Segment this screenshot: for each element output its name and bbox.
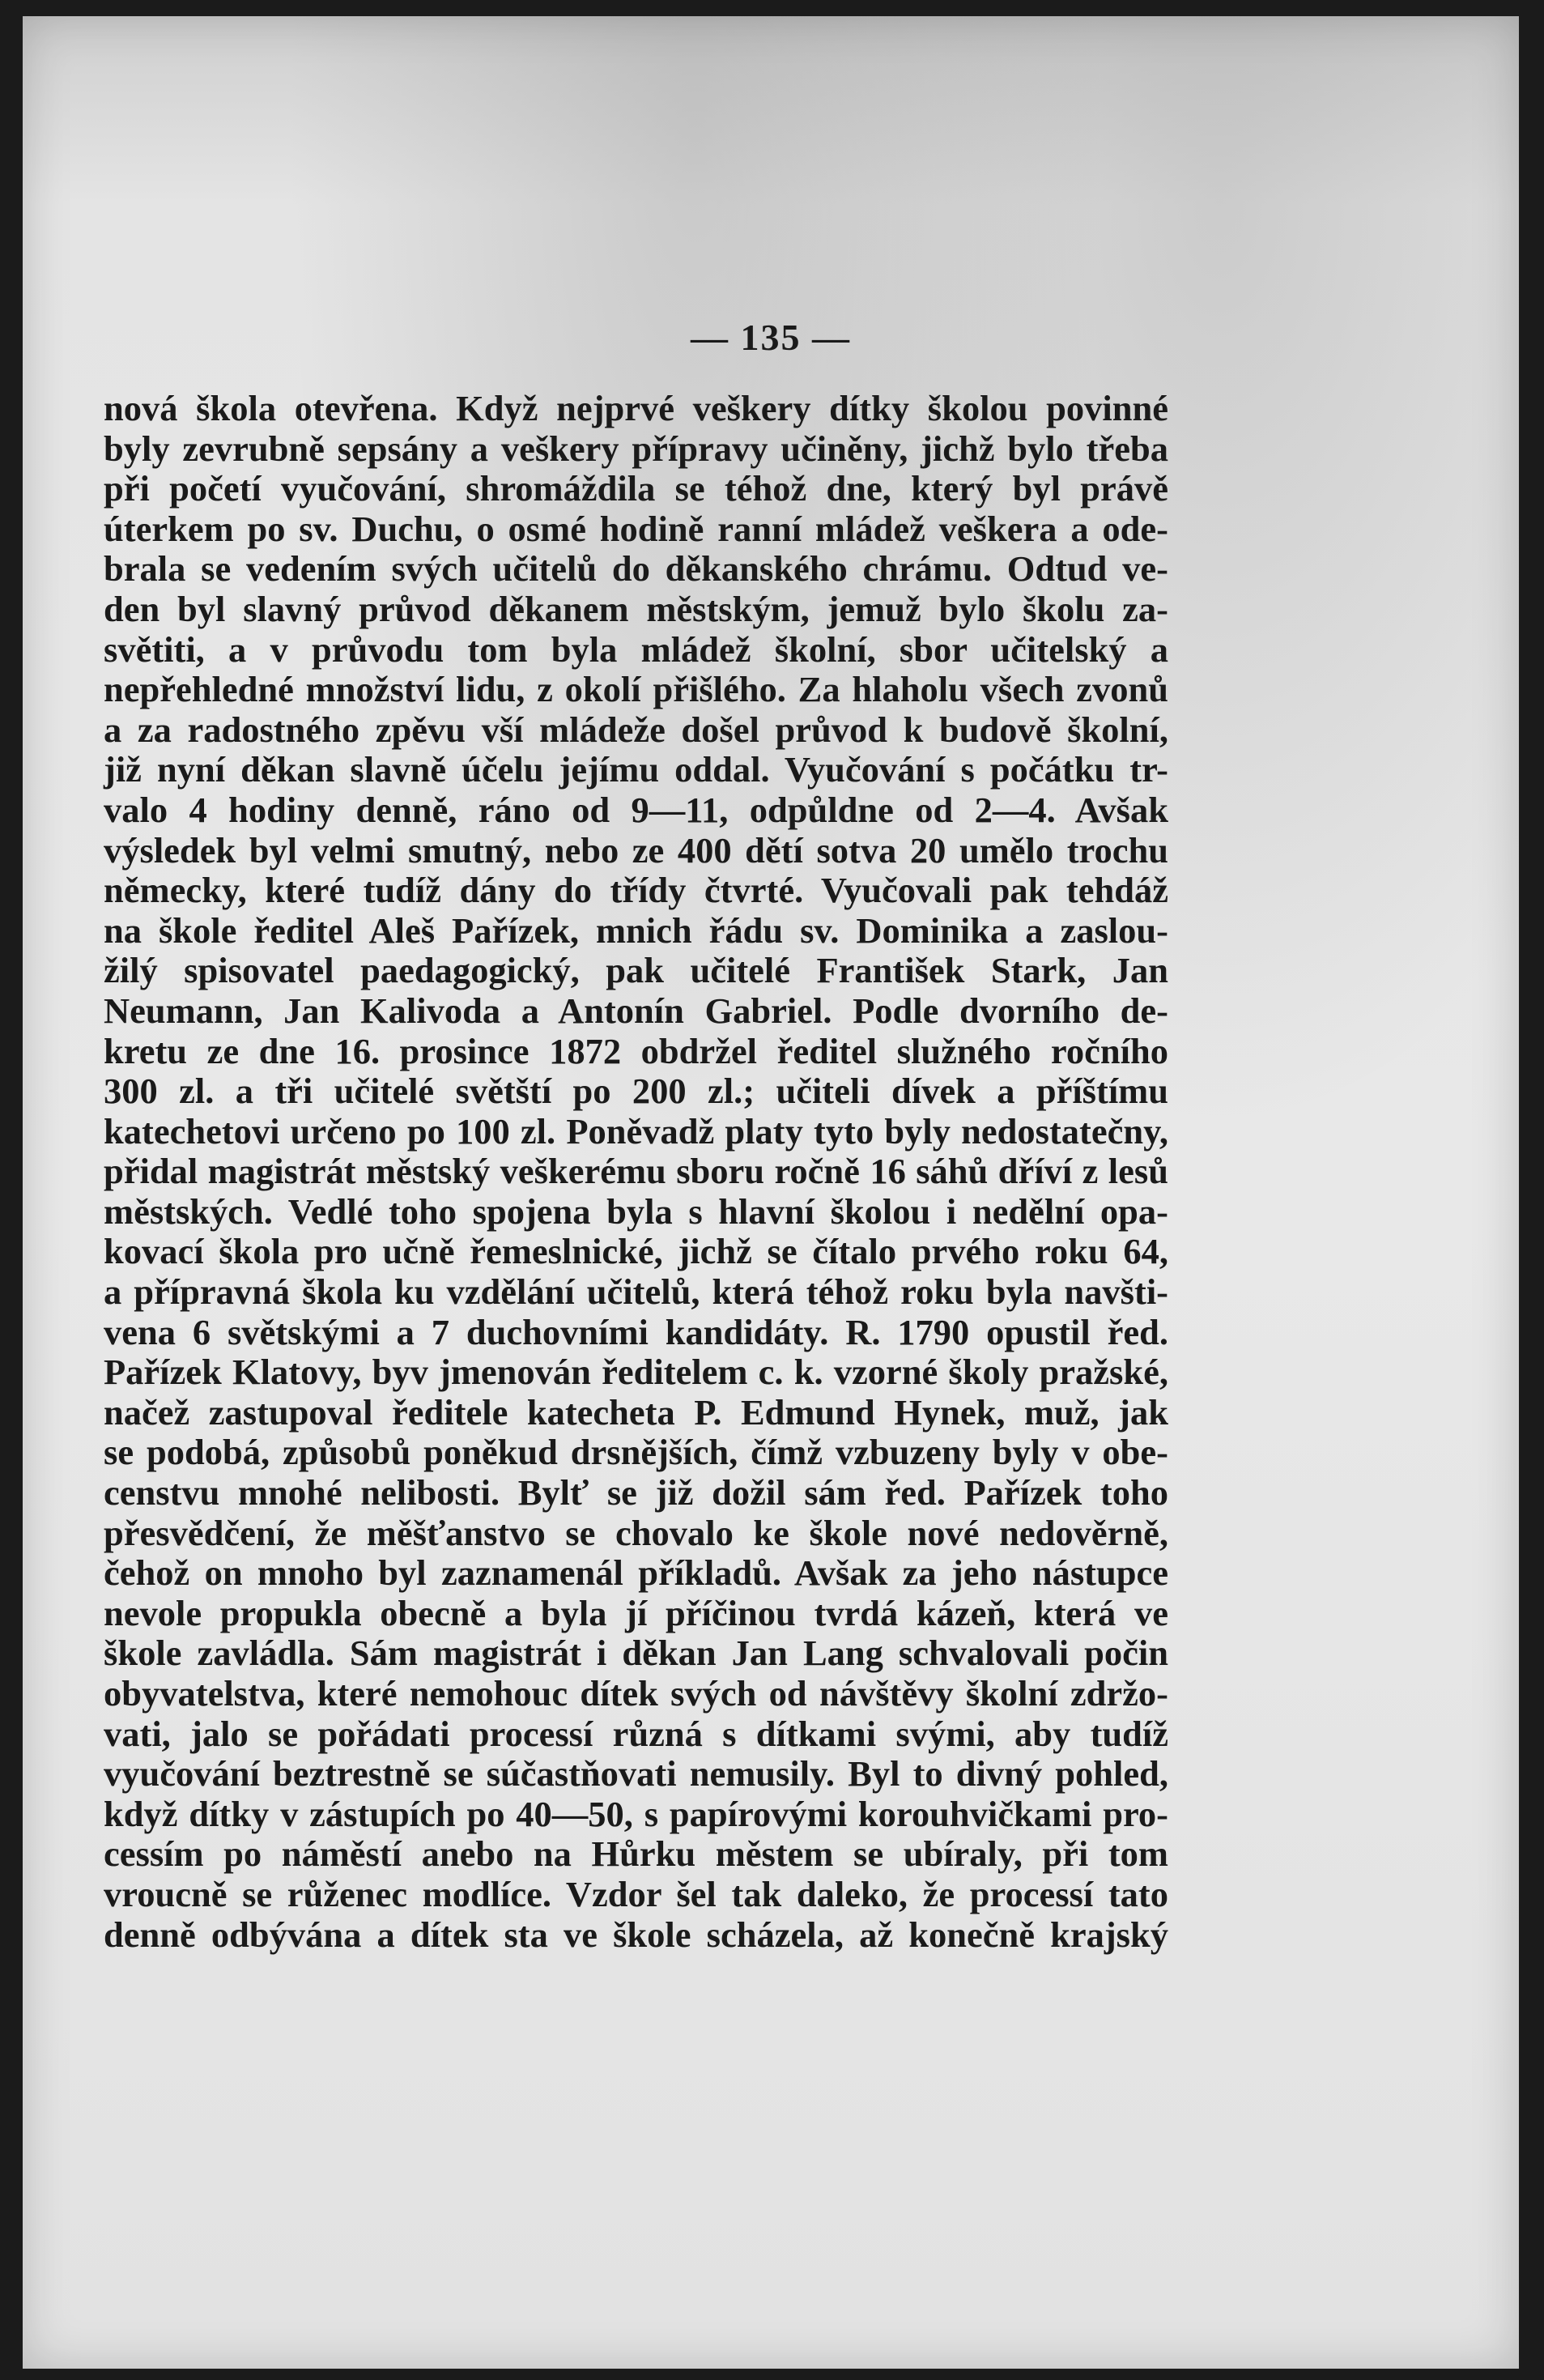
page-number: — 135 — [691, 317, 851, 358]
text-line: přidal magistrát městský veškerému sboru ročně 16 sáhů dříví z lesů [104, 1151, 1168, 1192]
text-line: vati, jalo se pořádati processí různá s dítkami svými, aby tudíž [104, 1713, 1168, 1754]
text-line: žilý spisovatel paedagogický, pak učitelé František Stark, Jan [104, 950, 1168, 991]
text-line: denně odbývána a dítek sta ve škole scházela, až konečně krajský [104, 1914, 1168, 1955]
text-line: městských. Vedlé toho spojena byla s hlavní školou i nedělní opa- [104, 1190, 1168, 1232]
book-page [23, 16, 1519, 2369]
text-line: nevole propukla obecně a byla jí příčinou tvrdá kázeň, která ve [104, 1592, 1168, 1633]
text-line: censtvu mnohé nelibosti. Bylť se již dožil sám řed. Pařízek toho [104, 1472, 1168, 1514]
text-line: obyvatelstva, které nemohouc dítek svých od návštěvy školní zdržo- [104, 1673, 1168, 1714]
body-text [104, 389, 1168, 1955]
text-line: se podobá, způsobů poněkud drsnějších, čímž vzbuzeny byly v obe- [104, 1432, 1168, 1473]
text-line: na škole ředitel Aleš Pařízek, mnich řádu sv. Dominika a zaslou- [104, 909, 1168, 951]
text-line: Pařízek Klatovy, byv jmenován ředitelem c. k. vzorné školy pražské, [104, 1352, 1168, 1393]
text-line: 300 zl. a tři učitelé světští po 200 zl.; učiteli dívek a příštímu [104, 1071, 1168, 1112]
text-line: nová škola otevřena. Když nejprvé veškery dítky školou povinné [104, 388, 1168, 428]
text-line: a přípravná škola ku vzdělání učitelů, která téhož roku byla navšti- [104, 1271, 1168, 1313]
text-line: německy, které tudíž dány do třídy čtvrté. Vyučovali pak tehdáž [104, 870, 1168, 911]
text-line: úterkem po sv. Duchu, o osmé hodině ranní mládež veškera a ode- [104, 508, 1168, 549]
text-line: načež zastupoval ředitele katecheta P. Edmund Hynek, muž, jak [104, 1391, 1168, 1433]
text-line: byly zevrubně sepsány a veškery přípravy učiněny, jichž bylo třeba [104, 428, 1168, 469]
text-line: škole zavládla. Sám magistrát i děkan Jan Lang schvalovali počin [104, 1633, 1168, 1674]
text-line: den byl slavný průvod děkanem městským, jemuž bylo školu za- [104, 588, 1168, 629]
text-line: přesvědčení, že měšťanstvo se chovalo ke škole nové nedověrně, [104, 1512, 1168, 1553]
text-line: již nyní děkan slavně účelu jejímu oddal. Vyučování s počátku tr- [104, 749, 1168, 790]
text-line: nepřehledné množství lidu, z okolí přišlého. Za hlaholu všech zvonů [104, 669, 1168, 710]
text-line: čehož on mnoho byl zaznamenál příkladů. Avšak za jeho nástupce [104, 1552, 1168, 1594]
text-line: vroucně se růženec modlíce. Vzdor šel tak daleko, že processí tato [104, 1873, 1168, 1914]
text-line: výsledek byl velmi smutný, nebo ze 400 dětí sotva 20 umělo trochu [104, 829, 1168, 871]
text-line: vyučování beztrestně se súčastňovati nemusily. Byl to divný pohled, [104, 1753, 1168, 1795]
text-line: katechetovi určeno po 100 zl. Poněvadž platy tyto byly nedostatečny, [104, 1110, 1168, 1152]
text-line: vena 6 světskými a 7 duchovními kandidáty. R. 1790 opustil řed. [104, 1311, 1168, 1352]
text-line: při početí vyučování, shromáždila se téhož dne, který byl právě [104, 468, 1168, 509]
text-line: světiti, a v průvodu tom byla mládež školní, sbor učitelský a [104, 628, 1168, 670]
text-line: valo 4 hodiny denně, ráno od 9—11, odpůldne od 2—4. Avšak [104, 789, 1168, 830]
text-line: kovací škola pro učně řemeslnické, jichž se čítalo prvého roku 64, [104, 1231, 1168, 1272]
text-line: cessím po náměstí anebo na Hůrku městem se ubíraly, při tom [104, 1833, 1168, 1875]
text-line: kretu ze dne 16. prosince 1872 obdržel ředitel služného ročního [104, 1030, 1168, 1071]
text-line: když dítky v zástupích po 40—50, s papírovými korouhvičkami pro- [104, 1793, 1168, 1834]
text-line: Neumann, Jan Kalivoda a Antonín Gabriel. Podle dvorního de- [104, 990, 1168, 1031]
text-line: brala se vedením svých učitelů do děkanského chrámu. Odtud ve- [104, 548, 1168, 590]
text-line: a za radostného zpěvu vší mládeže došel průvod k budově školní, [104, 709, 1168, 750]
